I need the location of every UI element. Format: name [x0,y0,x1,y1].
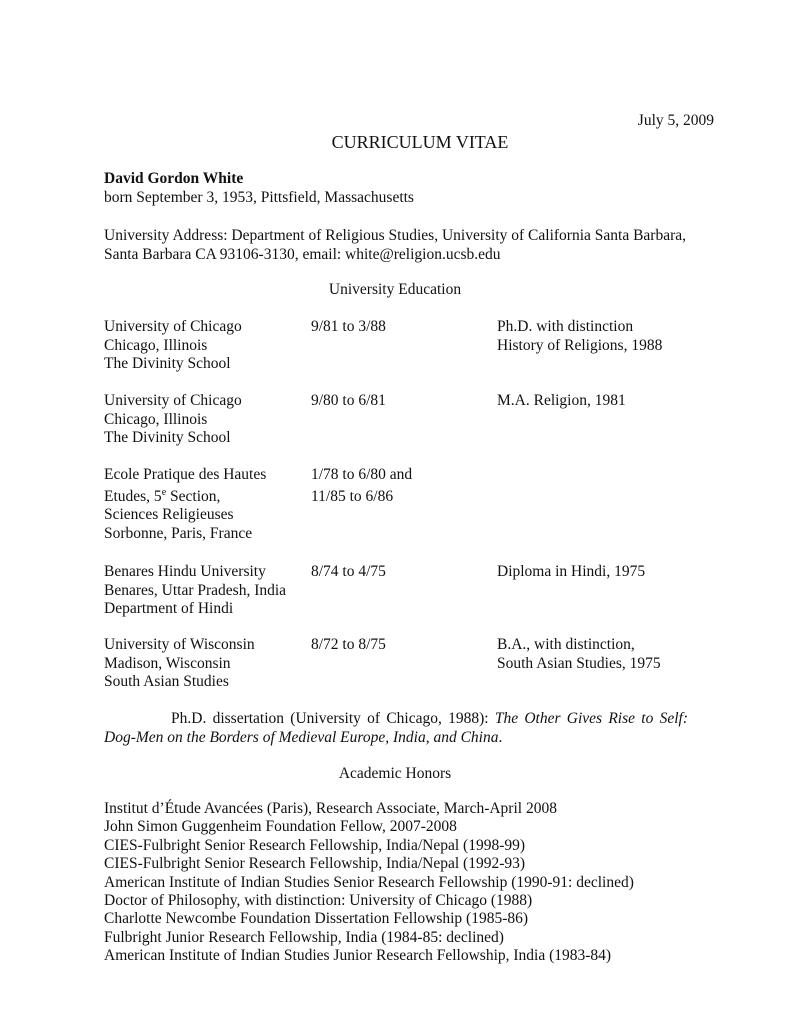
degree-line: Diploma in Hindi, 1975 [497,563,646,580]
institution-line: Benares, Uttar Pradesh, India [104,581,287,599]
institution-line: Department of Hindi [104,600,234,617]
education-degree [497,636,717,673]
education-dates [311,563,491,582]
birth-info: born September 3, 1953, Pittsfield, Massachusetts [104,189,414,206]
degree-line: South Asian Studies, 1975 [497,654,661,672]
university-address [104,226,704,264]
honor-item: Doctor of Philosophy, with distinction: University of Chicago (1988) [104,892,533,910]
honor-item: Fulbright Junior Research Fellowship, India (1984-85: declined) [104,928,504,946]
honor-item: CIES-Fulbright Senior Research Fellowship, India/Nepal (1998-99) [104,836,526,854]
education-degree [497,318,717,355]
education-institution [104,563,304,619]
dates-line: 11/85 to 6/86 [311,487,394,505]
honor-item: Charlotte Newcombe Foundation Dissertation Fellowship (1985-86) [104,910,529,928]
institution-line-text: Section, [166,487,221,505]
education-institution [104,466,304,543]
institution-line: South Asian Studies [104,673,229,690]
dissertation-prefix: Ph.D. dissertation (University of Chicago, 1988): [171,710,495,727]
education-institution [104,318,304,374]
honor-item: American Institute of Indian Studies Junior Research Fellowship, India (1983-84) [104,947,612,965]
education-dates [311,318,491,337]
honors-list [104,800,634,966]
honor-item: American Institute of Indian Studies Senior Research Fellowship (1990-91: declined) [104,873,634,891]
honors-heading: Academic Honors [338,765,452,782]
degree-line: M.A. Religion, 1981 [497,392,626,409]
person-name: David Gordon White [104,170,244,187]
institution-line: Sorbonne, Paris, France [104,524,253,542]
education-degree [497,392,717,411]
superscript-e: e [161,486,167,498]
degree-line: Ph.D. with distinction [497,318,634,335]
institution-line: Madison, Wisconsin [104,654,231,672]
institution-line: University of Chicago [104,318,242,335]
document-date: July 5, 2009 [637,112,714,129]
dissertation-title: The Other Gives Rise to Self: Dog-Men on the Borders of Medieval Europe, India, and China [104,710,688,746]
education-heading: University Education [328,281,462,298]
dissertation-paragraph [104,709,688,747]
education-institution [104,392,304,448]
dates-line: 1/78 to 6/80 and [311,466,413,483]
institution-line: Ecole Pratique des Hautes [104,466,267,483]
honor-item: John Simon Guggenheim Foundation Fellow, 2007-2008 [104,818,457,836]
education-dates [311,392,491,411]
institution-line: The Divinity School [104,429,231,446]
dates-line: 8/74 to 4/75 [311,563,386,580]
education-dates [311,636,491,655]
degree-line: History of Religions, 1988 [497,336,663,354]
honor-item: CIES-Fulbright Senior Research Fellowship, India/Nepal (1992-93) [104,855,526,873]
institution-line: The Divinity School [104,355,231,372]
dissertation-suffix: . [498,729,503,746]
institution-line: Chicago, Illinois [104,336,208,354]
institution-line: Benares Hindu University [104,563,266,580]
dates-line: 8/72 to 8/75 [311,636,386,653]
address-line-1: University Address: Department of Religious Studies, University of California Santa Barbara, [104,227,686,244]
dates-line: 9/80 to 6/81 [311,392,386,409]
institution-line: University of Chicago [104,392,242,409]
education-degree [497,563,717,582]
document-title: CURRICULUM VITAE [331,132,509,152]
institution-line: Chicago, Illinois [104,410,208,428]
degree-line: B.A., with distinction, [497,636,635,653]
address-line-2: Santa Barbara CA 93106-3130, email: white@religion.ucsb.edu [104,246,501,263]
institution-line-text: Etudes, 5 [104,487,162,505]
education-institution [104,636,304,692]
institution-line: University of Wisconsin [104,636,255,653]
institution-line: Sciences Religieuses [104,506,234,523]
institution-line [104,488,304,507]
honor-item: Institut d’Étude Avancées (Paris), Research Associate, March-April 2008 [104,800,557,817]
dates-line: 9/81 to 3/88 [311,318,386,335]
education-dates [311,466,491,506]
